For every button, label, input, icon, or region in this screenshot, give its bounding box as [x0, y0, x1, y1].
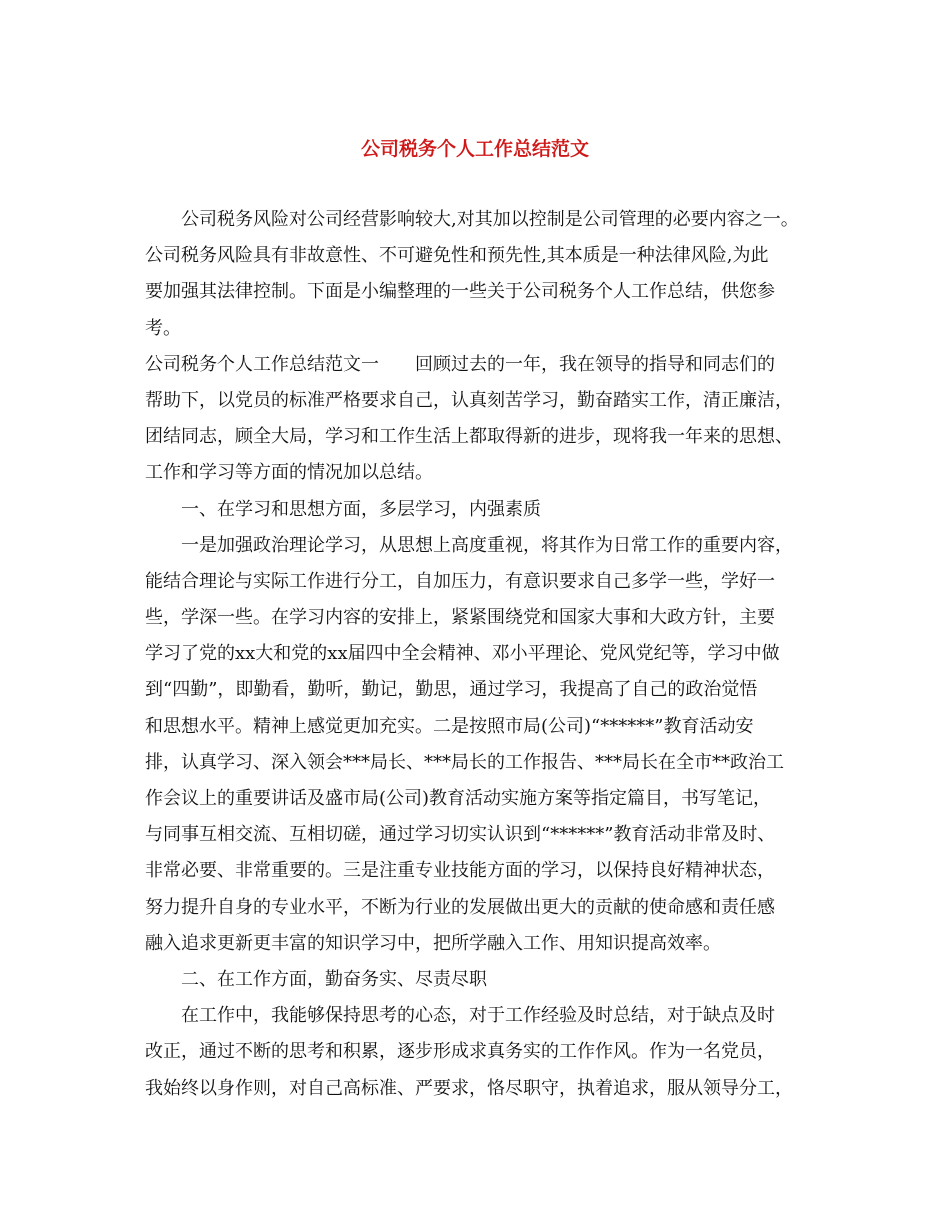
text-line: 公司税务风险具有非故意性、不可避免性和预先性,其本质是一种法律风险,为此 [145, 245, 769, 267]
text-line: 与同事互相交流、互相切磋，通过学习切实认识到“******”教育活动非常及时、 [145, 824, 776, 846]
text-line: 公司税务个人工作总结范文一 回顾过去的一年，我在领导的指导和同志们的 [145, 353, 775, 375]
text-line: 到“四勤”，即勤看，勤听，勤记，勤思，通过学习，我提高了自己的政治觉悟 [145, 679, 758, 701]
text-line: 二、在工作方面，勤奋务实、尽责尽职 [181, 968, 487, 990]
text-line: 帮助下，以党员的标准严格要求自己，认真刻苦学习，勤奋踏实工作，清正廉洁， [145, 389, 793, 411]
text-line: 和思想水平。精神上感觉更加充实。二是按照市局(公司)“******”教育活动安 [145, 715, 754, 737]
text-line: 改正，通过不断的思考和积累，逐步形成求真务实的工作作风。作为一名党员， [145, 1041, 775, 1063]
text-line: 考。 [145, 317, 181, 339]
document-title: 公司税务个人工作总结范文 [360, 138, 589, 160]
text-line: 努力提升自身的专业水平，不断为行业的发展做出更大的贡献的使命感和责任感 [145, 896, 775, 918]
text-line: 一、在学习和思想方面，多层学习，内强素质 [181, 498, 541, 520]
text-line: 在工作中，我能够保持思考的心态，对于工作经验及时总结，对于缺点及时 [181, 1005, 775, 1027]
text-line: 学习了党的xx大和党的xx届四中全会精神、邓小平理论、党风党纪等，学习中做 [145, 643, 780, 665]
text-line: 工作和学习等方面的情况加以总结。 [145, 462, 433, 484]
text-line: 些，学深一些。在学习内容的安排上，紧紧围绕党和国家大事和大政方针，主要 [145, 607, 775, 629]
text-line: 融入追求更新更丰富的知识学习中，把所学融入工作、用知识提高效率。 [145, 932, 721, 954]
text-line: 我始终以身作则，对自己高标准、严要求，恪尽职守，执着追求，服从领导分工， [145, 1077, 793, 1099]
document-body [145, 202, 825, 1107]
text-line: 一是加强政治理论学习，从思想上高度重视，将其作为日常工作的重要内容， [181, 534, 793, 556]
text-line: 团结同志，顾全大局，学习和工作生活上都取得新的进步，现将我一年来的思想、 [145, 426, 793, 448]
text-line: 排，认真学习、深入领会***局长、***局长的工作报告、***局长在全市**政治工 [145, 751, 784, 773]
text-line: 要加强其法律控制。下面是小编整理的一些关于公司税务个人工作总结，供您参 [145, 281, 775, 303]
text-line: 作会议上的重要讲话及盛市局(公司)教育活动实施方案等指定篇目，书写笔记， [145, 788, 772, 809]
text-line: 非常必要、非常重要的。三是注重专业技能方面的学习，以保持良好精神状态， [145, 860, 775, 882]
text-line: 能结合理论与实际工作进行分工，自加压力，有意识要求自己多学一些，学好一 [145, 570, 775, 592]
text-line: 公司税务风险对公司经营影响较大,对其加以控制是公司管理的必要内容之一。 [181, 209, 799, 230]
